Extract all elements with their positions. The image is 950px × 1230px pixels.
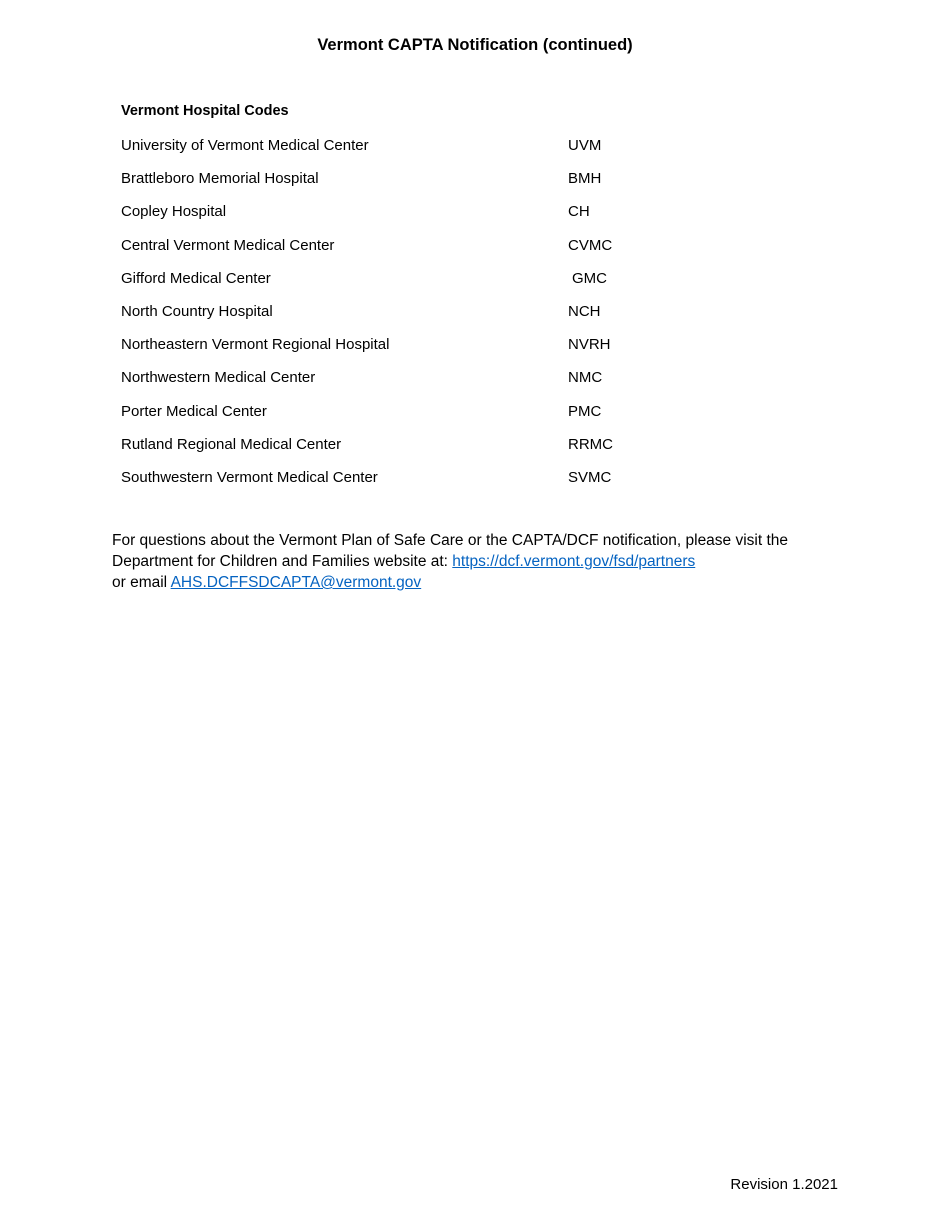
hospital-name: Porter Medical Center bbox=[121, 402, 267, 420]
info-text-line-1: For questions about the Vermont Plan of Safe Care or the CAPTA/DCF notification, please visit the bbox=[112, 532, 789, 549]
hospital-name: Copley Hospital bbox=[121, 203, 227, 221]
hospital-name: Southwestern Vermont Medical Center bbox=[121, 468, 378, 486]
hospital-name: Central Vermont Medical Center bbox=[121, 236, 335, 254]
info-text-line-2: Department for Children and Families website at: bbox=[112, 553, 453, 570]
table-row bbox=[121, 268, 681, 301]
contact-info-paragraph bbox=[112, 530, 832, 593]
hospital-code: GMC bbox=[572, 269, 607, 287]
table-row bbox=[121, 168, 681, 201]
hospital-code: NCH bbox=[568, 302, 601, 320]
table-row bbox=[121, 467, 681, 500]
table-row bbox=[121, 301, 681, 334]
hospital-code: BMH bbox=[568, 170, 602, 188]
hospital-name: Northeastern Vermont Regional Hospital bbox=[121, 336, 390, 354]
dcf-partners-link[interactable]: https://dcf.vermont.gov/fsd/partners bbox=[452, 553, 696, 570]
table-row bbox=[121, 367, 681, 400]
hospital-code: SVMC bbox=[568, 468, 612, 486]
table-row bbox=[121, 235, 681, 268]
table-row bbox=[121, 201, 681, 234]
table-row bbox=[121, 334, 681, 367]
hospital-codes-table bbox=[121, 135, 681, 500]
hospital-name: Gifford Medical Center bbox=[121, 269, 271, 287]
hospital-name: Brattleboro Memorial Hospital bbox=[121, 170, 319, 188]
hospital-code: PMC bbox=[568, 402, 602, 420]
info-text-line-3: or email bbox=[112, 574, 171, 591]
table-row bbox=[121, 401, 681, 434]
table-row bbox=[121, 434, 681, 467]
hospital-code: RRMC bbox=[568, 435, 613, 453]
hospital-code: CH bbox=[568, 203, 590, 221]
hospital-name: Rutland Regional Medical Center bbox=[121, 435, 342, 453]
table-row bbox=[121, 135, 681, 168]
capta-email-link[interactable]: AHS.DCFFSDCAPTA@vermont.gov bbox=[170, 574, 422, 591]
page-title: Vermont CAPTA Notification (continued) bbox=[317, 36, 633, 54]
hospital-code: CVMC bbox=[568, 236, 613, 254]
hospital-name: North Country Hospital bbox=[121, 302, 273, 320]
hospital-name: University of Vermont Medical Center bbox=[121, 137, 369, 154]
section-heading: Vermont Hospital Codes bbox=[121, 103, 289, 119]
hospital-code: UVM bbox=[568, 137, 602, 154]
hospital-name: Northwestern Medical Center bbox=[121, 369, 316, 387]
hospital-code: NVRH bbox=[568, 336, 611, 354]
revision-label: Revision 1.2021 bbox=[730, 1176, 838, 1193]
hospital-code: NMC bbox=[568, 369, 603, 387]
